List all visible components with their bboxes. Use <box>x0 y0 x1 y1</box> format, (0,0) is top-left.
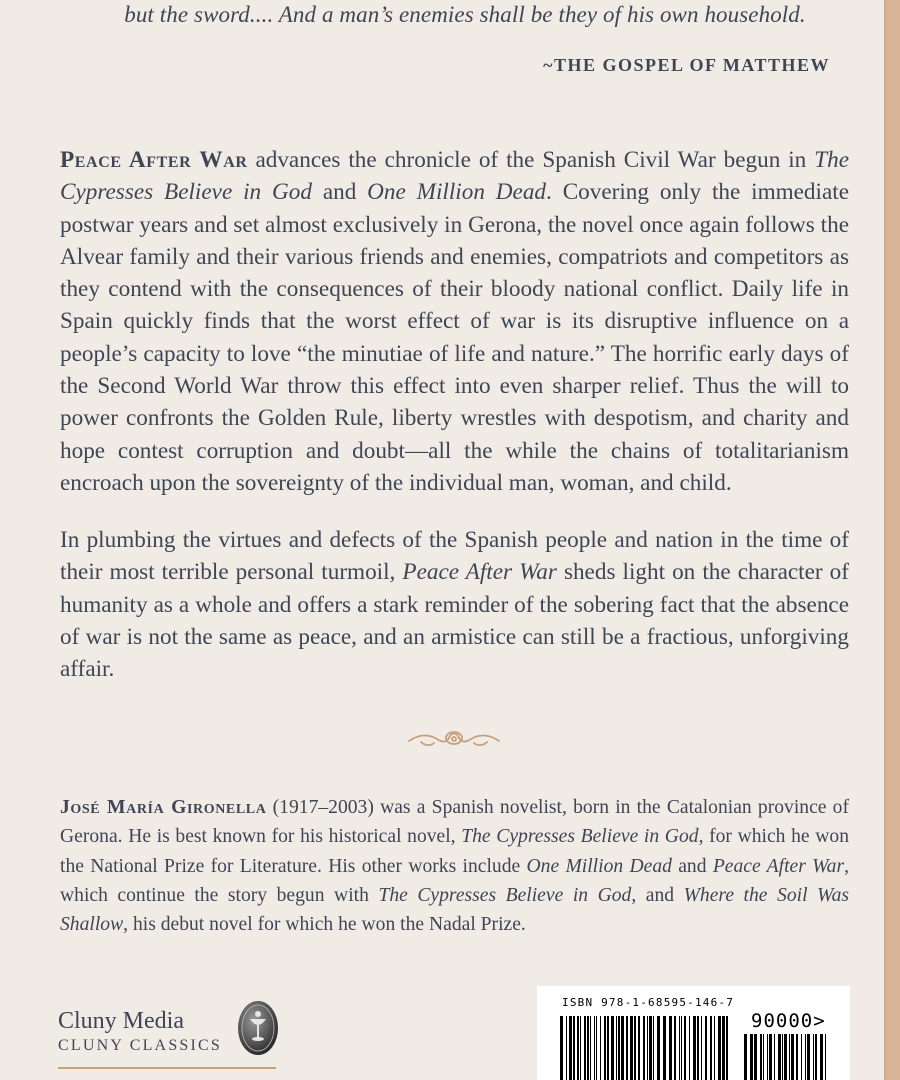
epigraph-quote: but the sword.... And a man’s enemies shall be they of his own household. <box>124 2 806 27</box>
spine-strip <box>886 0 900 1080</box>
book-title: Peace After War <box>60 147 248 173</box>
chalice-seal-icon <box>236 999 280 1057</box>
barcode-bars <box>560 1016 730 1080</box>
isbn-text: ISBN 978-1-68595-146-7 <box>562 996 735 1009</box>
text-run: and <box>311 179 368 206</box>
text-run: , and <box>631 884 684 906</box>
text-run: advances the chronicle of the Spanish Civil War begun in <box>247 147 815 173</box>
price-code: 90000> <box>751 1010 826 1032</box>
epigraph-attribution: ~THE GOSPEL OF MATTHEW <box>543 55 830 75</box>
author-bio <box>60 793 849 939</box>
text-run: In plumbing the virtues and defects of the Spanish people and nation in the time of their most terrible personal turmoil, <box>60 527 849 586</box>
text-run: (1917–2003) was a Spanish novelist, born in the Catalonian province of Gerona. He is best known for his historical novel, <box>60 797 849 848</box>
author-name: José María Gironella <box>60 797 267 818</box>
title-reference: Where the Soil Was Shallow <box>60 884 849 936</box>
text-run: sheds light on the character of humanity as a whole and offers a stark reminder of the sobering fact that the absence of war is not the same as peace, and an armistice can still be a fractious, unforgiving affair. <box>60 559 849 683</box>
publisher-series: CLUNY CLASSICS <box>58 1037 223 1054</box>
text-run: , for which he won the National Prize for Literature. His other works include <box>60 826 850 877</box>
price-barcode-bars <box>744 1034 828 1080</box>
title-reference: Peace After War <box>712 855 845 877</box>
title-reference: The Cypresses Believe in God <box>461 826 699 848</box>
description-paragraph-2 <box>60 524 849 685</box>
description-paragraph-1 <box>60 144 849 499</box>
title-reference: The Cypresses Believe in God <box>378 884 632 906</box>
publisher-block <box>58 1008 222 1055</box>
publisher-name: Cluny Media <box>58 1008 184 1034</box>
text-run: . Covering only the immediate postwar years and set almost exclusively in Gerona, the novel once again follows the Alvear family and their various friends and enemies, compatriots and competitors as they contend with the consequences of their bloody national conflict. Daily life in Spain quickly finds that the worst effect of war is its disruptive influence on a people’s capacity to love “the minutiae of life and nature.” The horrific early days of the Second World War throw this effect into even sharper relief. Thus the will to power confronts the Golden Rule, liberty wrestles with despotism, and charity and hope contest corruption and doubt—all the while the chains of totalitarianism encroach upon the sovereignty of the individual man, woman, and child. <box>60 179 849 496</box>
text-run: and <box>671 855 713 877</box>
text-run: , which continue the story begun with <box>60 855 849 906</box>
text-run: , his debut novel for which he won the Nadal Prize. <box>123 914 526 936</box>
flourish-ornament-icon <box>407 722 501 754</box>
title-reference: One Million Dead <box>526 855 672 877</box>
barcode-box <box>537 986 850 1080</box>
title-reference: Peace After War <box>402 559 557 586</box>
publisher-rule <box>58 1067 276 1069</box>
title-reference: The Cypresses Believe in God <box>60 147 849 206</box>
title-reference: One Million Dead <box>367 179 547 206</box>
